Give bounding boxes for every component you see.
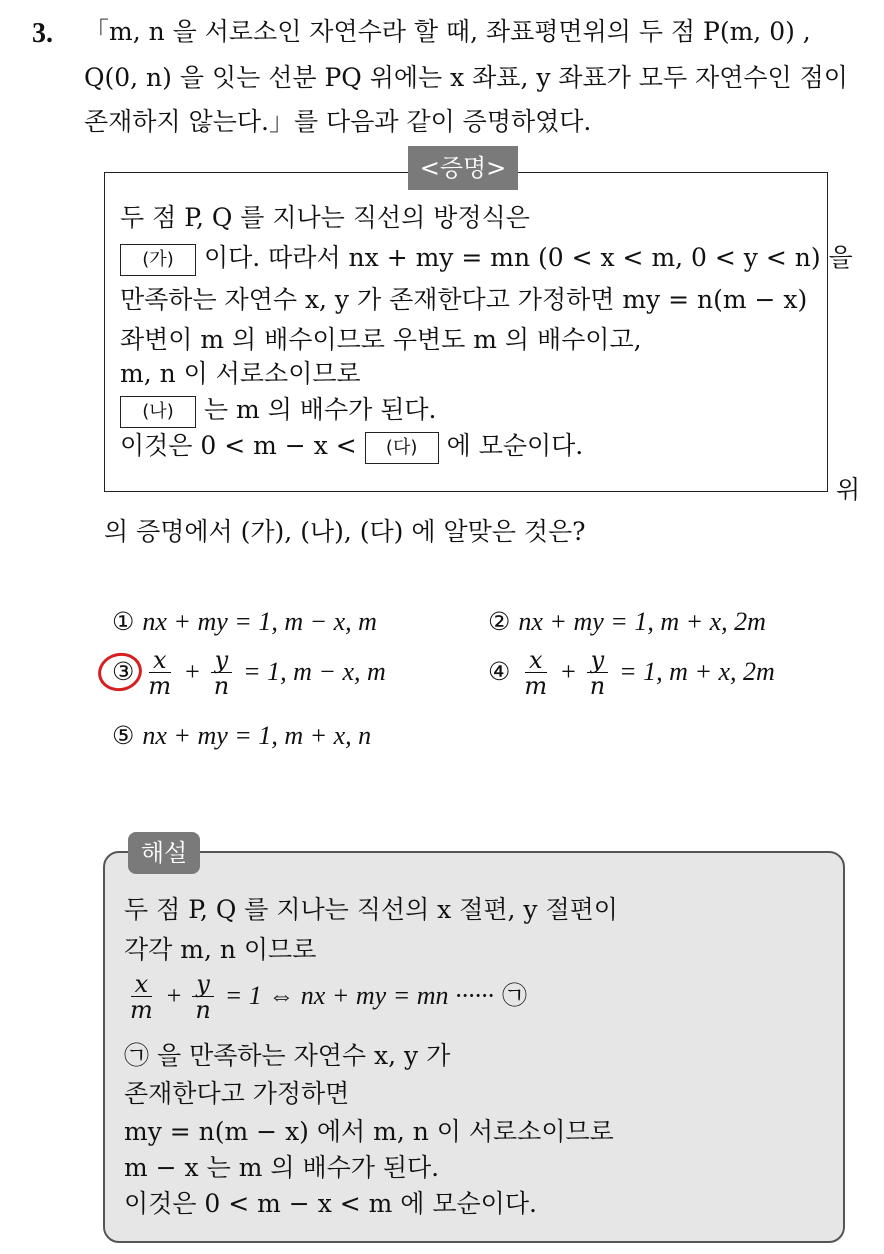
solution-line-1: 두 점 P, Q 를 지나는 직선의 x 절편, y 절편이 — [124, 895, 618, 924]
choice-4-num: ④ — [488, 657, 511, 686]
solution-line-8: 이것은 0 < m − x < m 에 모순이다. — [124, 1189, 537, 1218]
choice-5-num: ⑤ — [112, 721, 135, 750]
question-line-1: 「m, n 을 서로소인 자연수라 할 때, 좌표평면위의 두 점 P(m, 0) , — [84, 17, 811, 46]
choice-5[interactable] — [112, 718, 371, 754]
proof-line-6 — [120, 392, 436, 428]
choice-3-frac-y: $\frac{y}{n}$ — [210, 648, 233, 699]
solution-frac-x: $\frac{x}{m}$ — [130, 970, 153, 1024]
proof-line-5: m, n 이 서로소이므로 — [120, 359, 361, 388]
proof-line-4: 좌변이 m 의 배수이므로 우변도 m 의 배수이고, — [120, 325, 642, 354]
choice-4-text: = 1, m + x, 2m — [619, 657, 775, 686]
solution-line-4-text: 을 만족하는 자연수 x, y 가 — [156, 1041, 451, 1070]
question-ask: 의 증명에서 (가), (나), (다) 에 알맞은 것은? — [104, 517, 586, 546]
proof-title: <증명> — [408, 146, 518, 190]
proof-line-3: 만족하는 자연수 x, y 가 존재한다고 가정하면 my = n(m − x) — [120, 285, 808, 314]
solution-eq-rest: = 1 ⇔ nx + my = mn ······ — [224, 981, 495, 1010]
choice-3-text: = 1, m − x, m — [243, 657, 386, 686]
proof-line-7 — [120, 428, 583, 464]
question-line-2: Q(0, n) 을 잇는 선분 PQ 위에는 x 좌표, y 좌표가 모두 자연수인 점이 — [84, 63, 848, 92]
blank-a: (가) — [120, 244, 196, 276]
proof-line-7-post: 에 모순이다. — [446, 431, 584, 460]
choice-2[interactable] — [488, 604, 766, 640]
solution-line-7: m − x 는 m 의 배수가 된다. — [124, 1153, 440, 1182]
solution-circle-mark: ㉠ — [502, 981, 528, 1010]
question-line-3: 존재하지 않는다.」를 다음과 같이 증명하였다. — [84, 107, 592, 136]
choice-2-num: ② — [488, 607, 511, 636]
proof-line-1: 두 점 P, Q 를 지나는 직선의 방정식은 — [120, 203, 530, 232]
solution-line-4 — [124, 1038, 450, 1074]
blank-c: (다) — [365, 432, 439, 464]
choice-3-num: ③ — [112, 657, 135, 686]
solution-frac-y: $\frac{y}{n}$ — [191, 972, 214, 1023]
proof-line-2 — [120, 240, 853, 276]
blank-b: (나) — [120, 396, 196, 428]
question-number: 3. — [32, 18, 53, 49]
solution-line-3: $\frac{x}{m}$ + $\frac{y}{n}$ = 1 ⇔ nx + my = mn ······ ㉠ — [124, 972, 527, 1023]
solution-line-4-mark: ㉠ — [124, 1041, 150, 1070]
solution-line-2: 각각 m, n 이므로 — [124, 935, 317, 964]
choice-4-frac-y: $\frac{y}{n}$ — [586, 648, 609, 699]
solution-tab: 해설 — [128, 832, 200, 874]
choice-4-frac-x: $\frac{x}{m}$ — [524, 646, 548, 700]
proof-line-7-pre: 이것은 0 < m − x < — [120, 431, 357, 460]
choice-2-text: nx + my = 1, m + x, 2m — [518, 607, 766, 636]
proof-trail-text: 위 — [836, 475, 861, 504]
proof-line-2-text: 이다. 따라서 nx + my = mn (0 < x < m, 0 < y < n) 을 — [203, 243, 853, 272]
choice-1-text: nx + my = 1, m − x, m — [142, 607, 377, 636]
proof-line-6-text: 는 m 의 배수가 된다. — [203, 395, 437, 424]
choice-4[interactable]: ④ $\frac{x}{m}$ + $\frac{y}{n}$ = 1, m + x, 2m — [488, 646, 775, 700]
solution-line-6: my = n(m − x) 에서 m, n 이 서로소이므로 — [124, 1117, 614, 1146]
solution-line-5: 존재한다고 가정하면 — [124, 1079, 350, 1108]
choice-3-frac-x: $\frac{x}{m}$ — [148, 646, 172, 700]
choice-3[interactable]: ③ $\frac{x}{m}$ + $\frac{y}{n}$ = 1, m − x, m — [112, 646, 386, 700]
choice-1-num: ① — [112, 607, 135, 636]
choice-1[interactable] — [112, 604, 377, 640]
choice-5-text: nx + my = 1, m + x, n — [142, 721, 372, 750]
